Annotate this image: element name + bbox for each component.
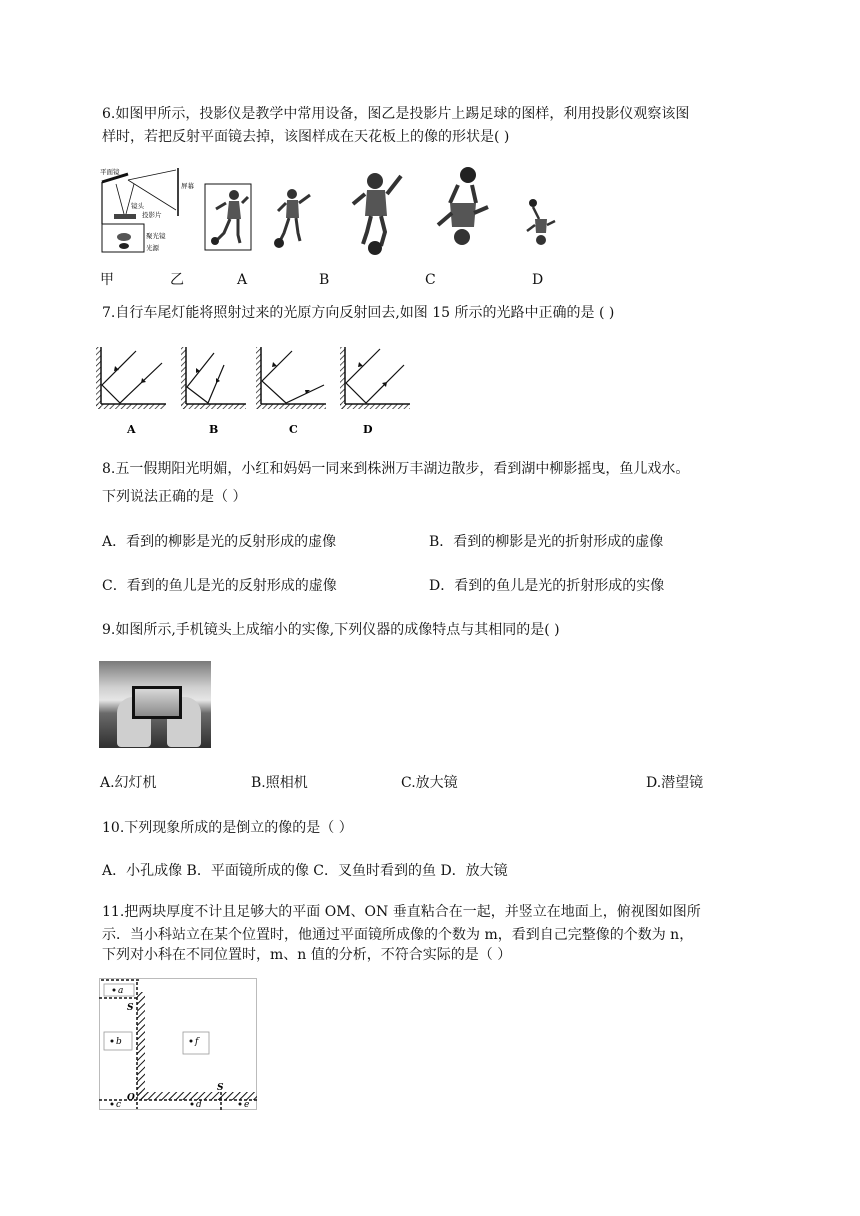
label-condenser: 聚光镜 xyxy=(146,232,166,240)
option-a-figure xyxy=(270,183,315,251)
q8-option-c: C．看到的鱼儿是光的反射形成的虚像 xyxy=(102,578,337,594)
q7-label-b: B xyxy=(209,423,219,436)
q11-point-a: a xyxy=(118,986,124,996)
option-b-figure xyxy=(345,166,415,256)
q6-label-b: B xyxy=(319,272,330,288)
q11-text-line3: 下列对小科在不同位置时，m、n 值的分析，不符合实际的是（ ） xyxy=(102,947,512,963)
q7-figure-c xyxy=(256,347,326,409)
q9-option-b: B.照相机 xyxy=(251,775,308,791)
q11-text-line2: 示．当小科站立在某个位置时，他通过平面镜所成像的个数为 m，看到自己完整像的个数为 n， xyxy=(102,927,694,943)
q6-text-line1: 6.如图甲所示，投影仪是教学中常用设备，图乙是投影片上踢足球的图样，利用投影仪观察该图 xyxy=(102,106,690,122)
q7-text: 7.自行车尾灯能将照射过来的光原方向反射回去,如图 15 所示的光路中正确的是 ( ) xyxy=(102,305,615,321)
q7-figure-d xyxy=(340,347,410,409)
projector-diagram xyxy=(98,166,198,266)
q6-label-d: D xyxy=(532,272,544,288)
q9-option-d: D.潜望镜 xyxy=(646,775,704,791)
q8-option-a: A．看到的柳影是光的反射形成的虚像 xyxy=(102,534,337,550)
q7-label-d: D xyxy=(363,423,373,436)
label-lens: 镜头 xyxy=(131,202,144,210)
q8-option-d: D．看到的鱼儿是光的折射形成的实像 xyxy=(429,578,665,594)
q10-text: 10.下列现象所成的是倒立的像的是（ ） xyxy=(102,820,353,836)
q11-point-d: d xyxy=(196,1100,202,1110)
q7-light-path-figures xyxy=(96,343,416,438)
q7-label-a: A xyxy=(127,423,136,436)
q8-text-line2: 下列说法正确的是（ ） xyxy=(102,489,247,505)
phone-camera-photo xyxy=(99,661,211,748)
phone-screen xyxy=(132,686,182,719)
label-light: 光源 xyxy=(146,244,159,252)
q6-label-c: C xyxy=(425,272,436,288)
q11-label-s1: S xyxy=(127,1003,134,1013)
label-mirror: 平面镜 xyxy=(100,168,120,176)
q11-label-o: O xyxy=(127,1093,135,1103)
q11-mirror-topview-figure xyxy=(99,978,257,1110)
slide-soccer-figure xyxy=(204,183,252,251)
option-c-figure xyxy=(432,163,492,258)
option-d-figure xyxy=(523,197,559,249)
q9-option-c: C.放大镜 xyxy=(401,775,458,791)
q7-figure-b xyxy=(181,347,246,409)
q11-label-s2: S xyxy=(217,1083,224,1093)
q11-point-b: b xyxy=(116,1037,122,1047)
q7-label-c: C xyxy=(289,423,298,436)
q8-option-b: B．看到的柳影是光的折射形成的虚像 xyxy=(429,534,664,550)
q11-text-line1: 11.把两块厚度不计且足够大的平面 OM、ON 垂直粘合在一起，并竖立在地面上，俯视图如图所 xyxy=(102,904,701,920)
q7-figure-a xyxy=(96,347,166,409)
q11-point-e: e xyxy=(244,1100,250,1110)
q10-options: A．小孔成像 B．平面镜所成的像 C．叉鱼时看到的鱼 D．放大镜 xyxy=(102,863,508,879)
q6-label-yi: 乙 xyxy=(170,272,184,288)
q6-label-jia: 甲 xyxy=(100,272,114,288)
label-slide: 投影片 xyxy=(142,211,162,219)
q6-text-line2: 样时，若把反射平面镜去掉，该图样成在天花板上的像的形状是( ) xyxy=(102,129,510,145)
q9-option-a: A.幻灯机 xyxy=(100,775,157,791)
q11-point-f: f xyxy=(195,1037,199,1047)
label-screen: 屏幕 xyxy=(181,182,194,190)
q11-point-c: c xyxy=(116,1100,122,1110)
q6-label-a: A xyxy=(237,272,248,288)
q9-text: 9.如图所示,手机镜头上成缩小的实像,下列仪器的成像特点与其相同的是( ) xyxy=(102,622,560,638)
q8-text-line1: 8.五一假期阳光明媚，小红和妈妈一同来到株洲万丰湖边散步，看到湖中柳影摇曳，鱼儿戏水。 xyxy=(102,461,690,477)
